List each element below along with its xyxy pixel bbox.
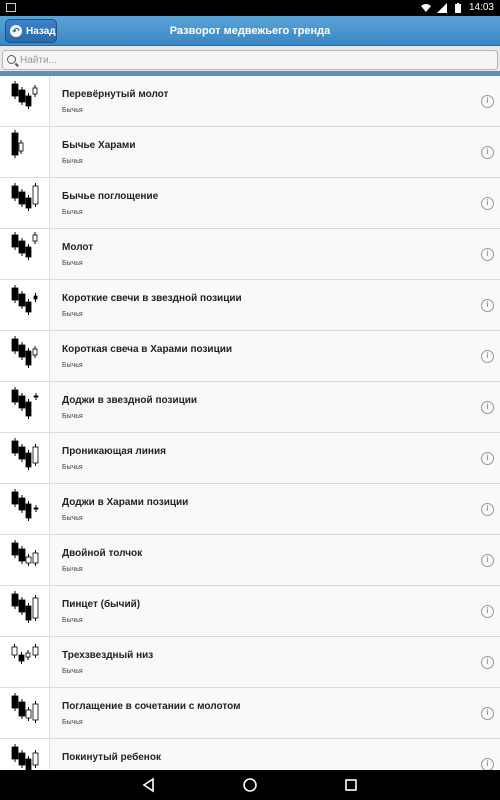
candle-body: [26, 198, 31, 208]
candle-body: [26, 96, 31, 106]
candlestick-pattern-icon: [0, 127, 50, 177]
item-subtitle: Бычья: [62, 158, 83, 165]
candle-body: [19, 753, 25, 765]
info-icon[interactable]: i: [481, 197, 494, 210]
info-icon[interactable]: i: [481, 95, 494, 108]
candlestick-pattern-icon: [0, 586, 50, 636]
candle-body: [26, 504, 31, 518]
app-header: [0, 16, 500, 46]
candle-body: [34, 396, 38, 397]
pattern-thumbnail: [0, 127, 50, 177]
info-icon[interactable]: i: [481, 401, 494, 414]
info-icon[interactable]: i: [481, 452, 494, 465]
pattern-thumbnail: [0, 331, 50, 381]
candle-body: [26, 710, 31, 718]
system-nav-bar: [0, 770, 500, 800]
nav-recents-icon[interactable]: [343, 777, 359, 793]
info-icon[interactable]: i: [481, 656, 494, 669]
list-item[interactable]: [0, 382, 500, 433]
item-subtitle: Бычья: [62, 362, 83, 369]
list-item[interactable]: [0, 433, 500, 484]
info-icon[interactable]: i: [481, 605, 494, 618]
item-subtitle: Бычья: [62, 464, 83, 471]
pattern-thumbnail: [0, 637, 50, 687]
candle-body: [12, 339, 18, 351]
candle-body: [19, 345, 25, 357]
page-title: Разворот медвежьего тренда: [169, 25, 331, 37]
candlestick-pattern-icon: [0, 382, 50, 432]
item-title: Бычье поглощение: [62, 191, 159, 202]
item-title: Покинутый ребенок: [62, 752, 161, 763]
candle-body: [33, 235, 37, 241]
info-icon[interactable]: i: [481, 299, 494, 312]
item-subtitle: Бычья: [62, 311, 83, 318]
candle-body: [12, 747, 18, 759]
candle-body: [19, 294, 25, 306]
candle-body: [26, 653, 30, 657]
item-title: Доджи в звездной позиции: [62, 395, 198, 406]
item-title: Перевёрнутый молот: [62, 89, 169, 100]
item-subtitle: Бычья: [62, 260, 83, 267]
candle-body: [26, 606, 31, 620]
candlestick-pattern-icon: [0, 229, 50, 279]
item-subtitle: Бычья: [62, 617, 83, 624]
candlestick-pattern-icon: [0, 433, 50, 483]
pattern-thumbnail: [0, 178, 50, 228]
pattern-thumbnail: [0, 484, 50, 534]
candle-body: [33, 647, 38, 655]
item-title: Короткие свечи в звездной позиции: [62, 293, 242, 304]
pattern-thumbnail: [0, 280, 50, 330]
candle-body: [33, 553, 38, 563]
info-icon[interactable]: i: [481, 146, 494, 159]
pattern-thumbnail: [0, 229, 50, 279]
back-arrow-icon: ↶: [10, 25, 22, 37]
candle-body: [19, 396, 25, 408]
candle-body: [19, 549, 25, 561]
wifi-icon: [421, 3, 431, 13]
candlestick-pattern-icon: [0, 484, 50, 534]
item-subtitle: Бычья: [62, 413, 83, 420]
list-item[interactable]: [0, 484, 500, 535]
candle-body: [19, 655, 24, 661]
search-icon: [7, 55, 16, 64]
candle-body: [12, 84, 18, 96]
info-icon[interactable]: i: [481, 503, 494, 516]
search-box[interactable]: [2, 50, 498, 70]
candlestick-pattern-icon: [0, 637, 50, 687]
candle-body: [33, 88, 37, 94]
candlestick-pattern-icon: [0, 76, 50, 126]
list-item[interactable]: [0, 76, 500, 127]
candle-body: [34, 508, 38, 509]
candle-body: [12, 647, 17, 655]
list-item[interactable]: [0, 586, 500, 637]
item-subtitle: Бычья: [62, 515, 83, 522]
list-item[interactable]: [0, 229, 500, 280]
candle-body: [26, 453, 31, 467]
back-button-label: Назад: [26, 25, 56, 37]
candle-body: [12, 288, 18, 300]
list-item[interactable]: [0, 331, 500, 382]
pattern-thumbnail: [0, 535, 50, 585]
candle-body: [33, 349, 37, 355]
candle-body: [19, 143, 23, 151]
info-icon[interactable]: i: [481, 707, 494, 720]
candlestick-pattern-icon: [0, 178, 50, 228]
list-item[interactable]: [0, 688, 500, 739]
item-subtitle: Бычья: [62, 209, 83, 216]
item-title: Доджи в Харами позиции: [62, 497, 189, 508]
candle-body: [12, 186, 18, 198]
pattern-thumbnail: [0, 433, 50, 483]
notification-icon: [6, 3, 16, 12]
pattern-thumbnail: [0, 586, 50, 636]
candle-body: [26, 557, 31, 563]
item-title: Молот: [62, 242, 94, 253]
list-item[interactable]: [0, 535, 500, 586]
pattern-thumbnail: [0, 382, 50, 432]
candlestick-pattern-icon: [0, 280, 50, 330]
item-title: Короткая свеча в Харами позиции: [62, 344, 233, 355]
list-item[interactable]: [0, 637, 500, 688]
info-icon[interactable]: i: [481, 554, 494, 567]
info-icon[interactable]: i: [481, 758, 494, 771]
candlestick-pattern-icon: [0, 331, 50, 381]
candle-body: [26, 402, 31, 416]
item-subtitle: Бычья: [62, 566, 83, 573]
list-item[interactable]: [0, 280, 500, 331]
candle-body: [12, 390, 18, 402]
candle-body: [19, 702, 25, 716]
candle-body: [26, 302, 31, 312]
candle-body: [33, 186, 38, 204]
list-item[interactable]: [0, 127, 500, 178]
candle-body: [33, 704, 38, 720]
info-icon[interactable]: i: [481, 248, 494, 261]
search-bar: [0, 46, 500, 76]
candle-body: [19, 241, 25, 253]
pattern-list: [0, 76, 500, 770]
status-time: 14:03: [468, 2, 494, 13]
item-title: Трехзвездный низ: [62, 650, 154, 661]
item-title: Бычье Харами: [62, 140, 136, 151]
candle-body: [12, 235, 18, 247]
candle-body: [12, 441, 18, 453]
back-button[interactable]: [5, 19, 57, 43]
candle-body: [12, 594, 18, 606]
item-subtitle: Бычья: [62, 719, 83, 726]
candle-body: [19, 192, 25, 204]
item-title: Проникающая линия: [62, 446, 166, 457]
candle-body: [12, 543, 18, 555]
item-title: Поглащение в сочетании с молотом: [62, 701, 241, 712]
candlestick-pattern-icon: [0, 688, 50, 738]
candle-body: [26, 351, 31, 365]
candle-body: [12, 696, 18, 708]
candle-body: [19, 498, 25, 510]
item-subtitle: Бычья: [62, 668, 83, 675]
candle-body: [33, 447, 38, 463]
candle-body: [34, 296, 37, 299]
pattern-thumbnail: [0, 688, 50, 738]
candle-body: [19, 90, 25, 102]
item-title: Пинцет (бычий): [62, 599, 141, 610]
candle-body: [26, 247, 31, 257]
candle-body: [33, 598, 38, 618]
list-item[interactable]: [0, 178, 500, 229]
nav-home-icon[interactable]: [242, 777, 258, 793]
info-icon[interactable]: i: [481, 350, 494, 363]
search-input[interactable]: [20, 53, 490, 67]
candle-body: [12, 492, 18, 504]
battery-icon: [453, 3, 463, 13]
candle-body: [19, 447, 25, 459]
candle-body: [19, 600, 25, 612]
candle-body: [33, 753, 38, 765]
candle-body: [12, 133, 18, 155]
pattern-thumbnail: [0, 76, 50, 126]
candlestick-pattern-icon: [0, 535, 50, 585]
item-subtitle: Бычья: [62, 107, 83, 114]
nav-back-icon[interactable]: [141, 777, 157, 793]
signal-icon: [437, 3, 447, 13]
status-icons: [421, 2, 494, 13]
status-bar: [0, 0, 500, 16]
item-title: Двойной толчок: [62, 548, 143, 559]
